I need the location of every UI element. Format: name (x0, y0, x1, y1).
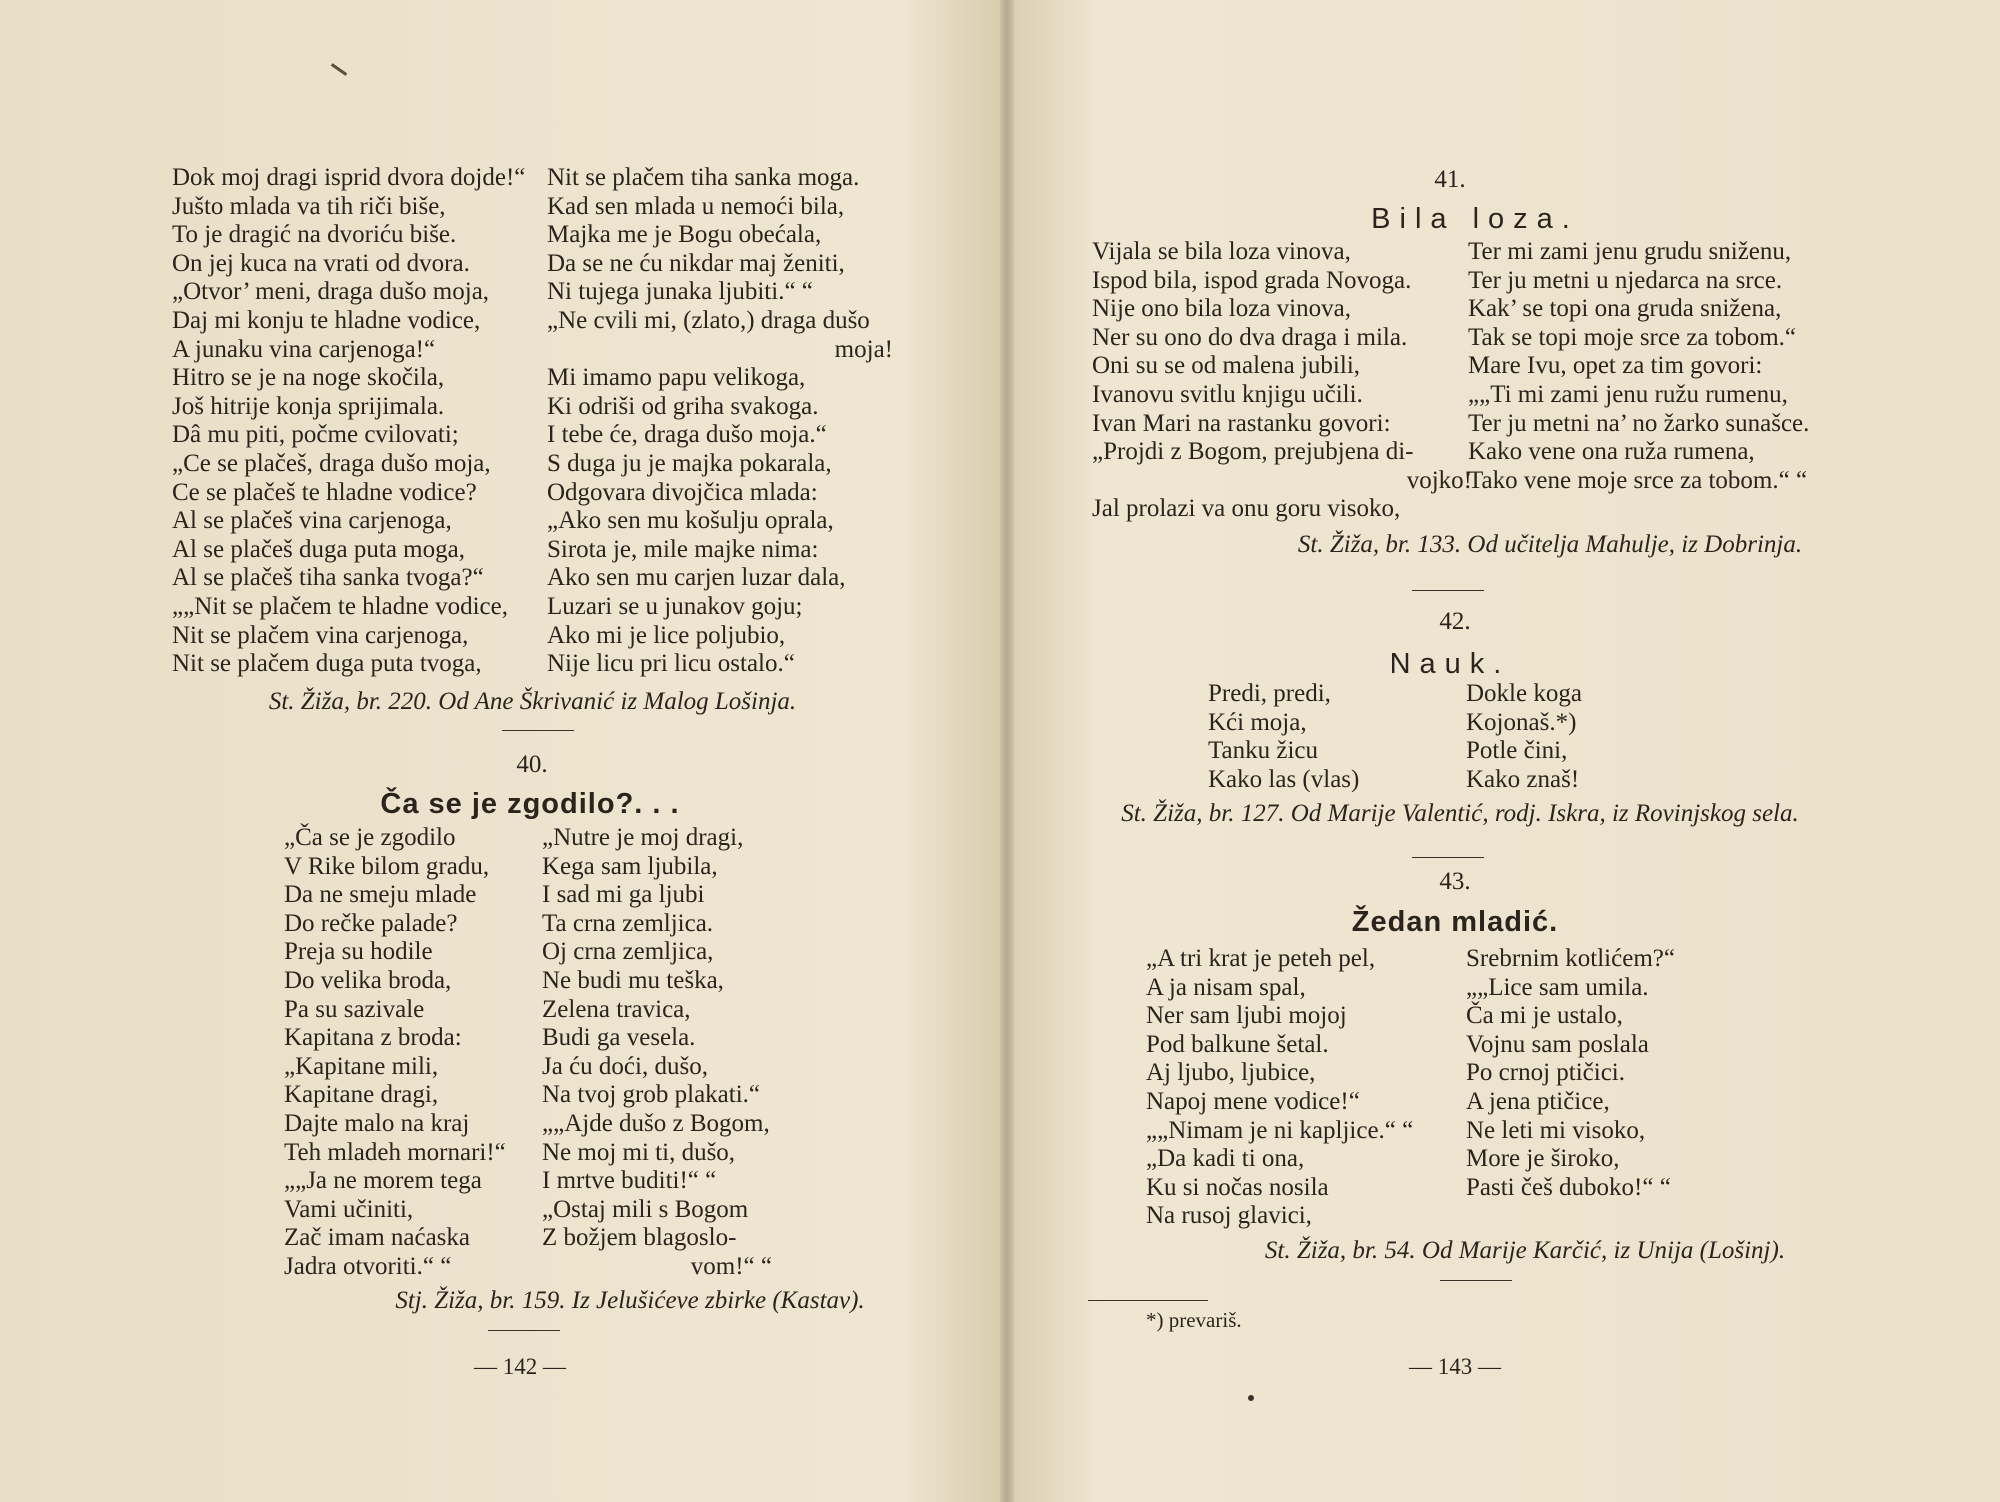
verse-line: Zač imam naćaska (284, 1224, 471, 1252)
verse-line: „„Nit se plačem te hladne vodice, (172, 592, 508, 620)
verse-line: Nije licu pri licu ostalo.“ (547, 650, 795, 678)
verse-line: Ja ću doći, dušo, (542, 1052, 708, 1080)
verse-line: Napoj mene vodice!“ (1146, 1087, 1360, 1115)
verse-line: Luzari se u junakov goju; (547, 592, 803, 620)
verse-line: „„Ajde dušo z Bogom, (542, 1109, 770, 1137)
verse-line: Nit se plačem tiha sanka moga. (547, 164, 860, 191)
section-divider (1412, 857, 1484, 858)
verse-line: Kako las (vlas) (1208, 765, 1360, 793)
verse-line: Pa su sazivale (284, 995, 425, 1023)
verse-line: Nit se plačem duga puta tvoga, (172, 650, 482, 678)
verse-line: Kapitana z broda: (284, 1024, 462, 1052)
verse-line: Ne leti mi visoko, (1466, 1116, 1646, 1144)
verse-line: Hitro se je na noge skočila, (172, 364, 445, 392)
verse-line: Mare Ivu, opet za tim govori: (1468, 352, 1763, 380)
verse-line: „Otvor’ meni, draga dušo moja, (172, 278, 490, 306)
verse-line: Ivanovu svitlu knjigu učili. (1092, 380, 1363, 408)
verse-line: Dokle koga (1466, 680, 1582, 707)
verse-line: A ja nisam spal, (1146, 973, 1306, 1001)
verse-line: Potle čini, (1466, 737, 1568, 765)
verse-line: Ni tujega junaka ljubiti.“ “ (547, 278, 813, 306)
verse-line: On jej kuca na vrati od dvora. (172, 249, 470, 277)
poem-42-title: Nauk. (1389, 648, 1511, 680)
verse-line: Kći moja, (1208, 708, 1307, 736)
verse-line: Teh mladeh mornari!“ (284, 1138, 506, 1166)
verse-line: Do velika broda, (284, 966, 452, 994)
verse-line: V Rike bilom gradu, (284, 852, 490, 880)
verse-line: „Ce se plačeš, draga dušo moja, (172, 449, 491, 477)
poem-43-title: Žedan mladić. (1351, 906, 1559, 938)
verse-line: „Da kadi ti ona, (1146, 1145, 1305, 1173)
verse-line: Na rusoj glavici, (1146, 1202, 1312, 1230)
verse-line: „A tri krat je peteh pel, (1146, 945, 1376, 972)
verse-line: Al se plačeš vina carjenoga, (172, 507, 452, 535)
poem-40-column-2 (542, 824, 772, 1282)
ink-dot (1248, 1395, 1254, 1401)
verse-line: Do rečke palade? (284, 909, 458, 937)
verse-line: Vijala se bila loza vinova, (1092, 238, 1351, 265)
verse-line: Kapitane dragi, (284, 1081, 439, 1109)
verse-line: „„Ti mi zami jenu ružu rumenu, (1468, 380, 1788, 408)
verse-line: vom!“ “ (690, 1252, 772, 1280)
footnote-rule (1088, 1300, 1208, 1301)
verse-line: Dâ mu piti, počme cvilovati; (172, 421, 459, 449)
verse-line: I sad mi ga ljubi (542, 881, 705, 909)
verse-line: Dok moj dragi isprid dvora dojde!“ (172, 164, 526, 191)
verse-line: Ča mi je ustalo, (1466, 1002, 1623, 1030)
verse-line: Da se ne ću nikdar maj ženiti, (547, 249, 845, 277)
verse-line: Preja su hodile (284, 938, 433, 966)
poem-40-source: Stj. Žiža, br. 159. Iz Jelušićeve zbirke (Kastav). (395, 1287, 865, 1314)
poem-41-column-2 (1468, 238, 1828, 495)
section-divider (502, 730, 574, 731)
verse-line: Kak’ se topi ona gruda snižena, (1468, 295, 1782, 323)
verse-line: moja! (834, 335, 893, 363)
poem-39-column-2 (547, 164, 893, 679)
verse-line: Aj ljubo, ljubice, (1146, 1059, 1316, 1087)
verse-line: Al se plačeš tiha sanka tvoga?“ (172, 564, 484, 592)
verse-line: „Ča se je zgodilo (284, 824, 456, 851)
verse-line: Dajte malo na kraj (284, 1109, 470, 1137)
poem-42-column-1 (1208, 680, 1408, 794)
verse-line: I mrtve buditi!“ “ (542, 1167, 717, 1195)
poem-43-column-1 (1146, 945, 1446, 1231)
verse-line: Kako znaš! (1466, 765, 1580, 793)
verse-line: Kako vene ona ruža rumena, (1468, 438, 1755, 466)
poem-43-source: St. Žiža, br. 54. Od Marije Karčić, iz Unija (Lošinj). (1264, 1237, 1786, 1264)
verse-line: Kega sam ljubila, (542, 852, 718, 880)
poem-39-column-1 (172, 164, 526, 679)
right-page (1010, 0, 2000, 1502)
poem-41-title: Bila loza. (1371, 203, 1579, 235)
page-number: — 142 — (474, 1354, 566, 1379)
verse-line: Zelena travica, (542, 995, 691, 1023)
poem-42-column-2 (1466, 680, 1666, 794)
poem-40-number: 40. (516, 751, 548, 778)
page-number: — 143 — (1409, 1354, 1501, 1379)
verse-line: Ki odriši od griha svakoga. (547, 392, 819, 420)
poem-43-number: 43. (1439, 868, 1471, 895)
verse-line: Mi imamo papu velikoga, (547, 364, 806, 392)
verse-line: Oj crna zemljica, (542, 938, 714, 966)
verse-line: „Projdi z Bogom, prejubjena di- (1092, 438, 1414, 466)
verse-line: Vami učiniti, (284, 1195, 414, 1223)
verse-line: Jadra otvoriti.“ “ (284, 1252, 452, 1280)
poem-43-column-2 (1466, 945, 1766, 1202)
verse-line: A jena ptičice, (1466, 1087, 1610, 1115)
verse-line: Ter ju metni na’ no žarko sunašce. (1468, 409, 1810, 437)
verse-line: Srebrnim kotlićem?“ (1466, 945, 1675, 972)
verse-line: To je dragić na dvoriću biše. (172, 221, 457, 249)
poem-40-title: Ča se je zgodilo?. . . (380, 788, 680, 820)
verse-line: Ne moj mi ti, dušo, (542, 1138, 736, 1166)
verse-line: Da ne smeju mlade (284, 881, 477, 909)
section-divider (488, 1330, 560, 1331)
poem-41-number: 41. (1434, 166, 1466, 193)
verse-line: Kojonaš.*) (1466, 708, 1577, 736)
verse-line: Tako vene moje srce za tobom.“ “ (1468, 466, 1808, 494)
verse-line: A junaku vina carjenoga!“ (172, 335, 436, 363)
poem-42-number: 42. (1439, 608, 1471, 635)
verse-line: Odgovara divojčica mlada: (547, 478, 818, 506)
verse-line: Ce se plačeš te hladne vodice? (172, 478, 477, 506)
verse-line: „Nutre je moj dragi, (542, 824, 744, 851)
verse-line: Daj mi konju te hladne vodice, (172, 306, 481, 334)
verse-line: Predi, predi, (1208, 680, 1331, 707)
verse-line: „„Lice sam umila. (1466, 973, 1649, 1001)
verse-line: Tak se topi moje srce za tobom.“ (1468, 323, 1797, 351)
verse-line: Tanku žicu (1208, 737, 1319, 765)
verse-line: Ivan Mari na rastanku govori: (1092, 409, 1391, 437)
verse-line: Ter mi zami jenu grudu sniženu, (1468, 238, 1792, 265)
verse-line: Jušto mlada va tih riči biše, (172, 192, 446, 220)
verse-line: Ne budi mu teška, (542, 966, 724, 994)
verse-line: Vojnu sam poslala (1466, 1030, 1649, 1058)
verse-line: Ter ju metni u njedarca na srce. (1468, 266, 1783, 294)
verse-line: Pasti češ duboko!“ “ (1466, 1173, 1671, 1201)
verse-line: Al se plačeš duga puta moga, (172, 535, 465, 563)
verse-line: Još hitrije konja sprijimala. (172, 392, 445, 420)
verse-line: Na tvoj grob plakati.“ (542, 1081, 760, 1109)
verse-line: S duga ju je majka pokarala, (547, 449, 832, 477)
verse-line: Ku si nočas nosila (1146, 1173, 1329, 1201)
verse-line: „„Ja ne morem tega (284, 1167, 482, 1195)
verse-line: More je široko, (1466, 1145, 1620, 1173)
ink-mark (331, 63, 347, 76)
verse-line: Ispod bila, ispod grada Novoga. (1092, 266, 1412, 294)
section-divider (1440, 1280, 1512, 1281)
verse-line: Ako mi je lice poljubio, (547, 621, 786, 649)
verse-line: Oni su se od malena jubili, (1092, 352, 1361, 380)
verse-line: vojko! (1406, 466, 1472, 494)
verse-line: Ako sen mu carjen luzar dala, (547, 564, 846, 592)
verse-line: Po crnoj ptičici. (1466, 1059, 1625, 1087)
verse-line: Majka me je Bogu obećala, (547, 221, 822, 249)
verse-line: „Ne cvili mi, (zlato,) draga dušo (547, 306, 870, 334)
section-divider (1412, 590, 1484, 591)
poem-41-column-1 (1092, 238, 1472, 524)
poem-39-source: St. Žiža, br. 220. Od Ane Škrivanić iz Malog Lošinja. (268, 688, 797, 715)
verse-line: „Kapitane mili, (284, 1052, 439, 1080)
poem-42-source: St. Žiža, br. 127. Od Marije Valentić, rodj. Iskra, iz Rovinjskog sela. (1121, 800, 1799, 827)
verse-line: Ta crna zemljica. (542, 909, 714, 937)
verse-line: I tebe će, draga dušo moja.“ (547, 421, 827, 449)
verse-line: Jal prolazi va onu goru visoko, (1092, 495, 1401, 523)
verse-line: Ner sam ljubi mojoj (1146, 1002, 1347, 1030)
poem-41-source: St. Žiža, br. 133. Od učitelja Mahulje, iz Dobrinja. (1297, 531, 1803, 558)
verse-line: Z božjem blagoslo- (542, 1224, 737, 1252)
verse-line: „Ako sen mu košulju oprala, (547, 507, 834, 535)
verse-line: Nije ono bila loza vinova, (1092, 295, 1351, 323)
verse-line: „„Nimam je ni kapljice.“ “ (1146, 1116, 1414, 1144)
verse-line: „Ostaj mili s Bogom (542, 1195, 749, 1223)
footnote: *) prevariš. (1146, 1308, 1242, 1332)
verse-line: Nit se plačem vina carjenoga, (172, 621, 469, 649)
verse-line: Ner su ono do dva draga i mila. (1092, 323, 1408, 351)
verse-line: Pod balkune šetal. (1146, 1030, 1329, 1058)
poem-40-column-1 (284, 824, 524, 1282)
verse-line: Sirota je, mile majke nima: (547, 535, 819, 563)
verse-line: Kad sen mlada u nemoći bila, (547, 192, 845, 220)
verse-line: Budi ga vesela. (542, 1024, 696, 1052)
